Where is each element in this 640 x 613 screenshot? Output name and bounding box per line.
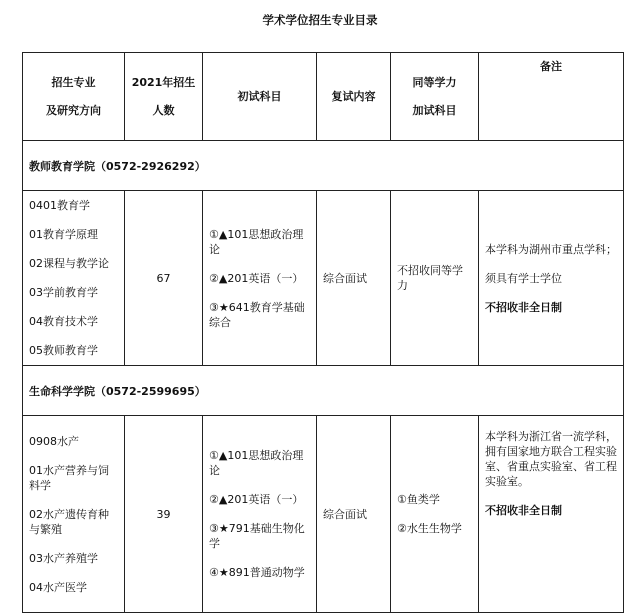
exams-item: ③★641教育学基础综合	[209, 300, 305, 329]
notes-bold: 不招收非全日制	[485, 300, 562, 314]
extra-cell	[391, 191, 479, 366]
header-retest: 复试内容	[317, 53, 391, 141]
majors-item: 02课程与教学论	[29, 257, 109, 270]
majors-item: 01教育学原理	[29, 228, 98, 241]
notes-item: 须具有学士学位	[485, 271, 562, 285]
majors-item: 02水产遗传育种与繁殖	[29, 507, 109, 536]
section-name: 教师教育学院（0572-2926292）	[23, 141, 624, 191]
exams-cell	[203, 416, 317, 613]
retest: 综合面试	[317, 191, 391, 366]
majors-item: 04水产医学	[29, 580, 87, 594]
majors-item: 01水产营养与饲料学	[29, 463, 109, 492]
extra-cell	[391, 416, 479, 613]
exams-item: ①▲101思想政治理论	[209, 449, 304, 477]
majors-item: 0908水产	[29, 434, 79, 448]
header-notes: 备注	[479, 53, 624, 141]
header-text: 同等学力	[412, 75, 457, 89]
majors-cell	[23, 191, 125, 366]
section-name: 生命科学学院（0572-2599695）	[23, 366, 624, 416]
extra-item: ②水生生物学	[397, 522, 462, 535]
section-data-row	[23, 416, 624, 613]
header-quota	[125, 53, 203, 141]
extra-item: ①鱼类学	[397, 493, 440, 506]
header-exam: 初试科目	[203, 53, 317, 141]
section-data-row	[23, 191, 624, 366]
majors-item: 03水产养殖学	[29, 551, 98, 565]
header-text: 加试科目	[412, 103, 457, 117]
majors-item: 05教师教育学	[29, 344, 98, 357]
quota: 67	[125, 191, 203, 366]
notes-item: 本学科为湖州市重点学科；	[485, 242, 617, 256]
header-row	[23, 53, 624, 141]
exams-item: ②▲201英语（一）	[209, 271, 304, 285]
majors-cell	[23, 416, 125, 613]
exams-cell	[203, 191, 317, 366]
header-text: 人数	[152, 103, 175, 117]
exams-item: ①▲101思想政治理论	[209, 227, 304, 256]
notes-cell	[479, 416, 624, 613]
exams-item: ④★891普通动物学	[209, 566, 305, 579]
majors-item: 03学前教育学	[29, 286, 98, 299]
exams-item: ②▲201英语（一）	[209, 493, 304, 506]
header-text: 及研究方向	[46, 103, 101, 117]
section-row	[23, 366, 624, 416]
extra-item: 不招收同等学力	[397, 264, 463, 292]
notes-item: 本学科为浙江省一流学科，拥有国家地方联合工程实验室、省重点实验室、省工程实验室。	[485, 430, 617, 488]
notes-bold: 不招收非全日制	[485, 504, 562, 517]
header-extra	[391, 53, 479, 141]
quota: 39	[125, 416, 203, 613]
retest: 综合面试	[317, 416, 391, 613]
header-major	[23, 53, 125, 141]
section-row	[23, 141, 624, 191]
majors-item: 0401教育学	[29, 199, 90, 212]
notes-cell	[479, 191, 624, 366]
header-text: 招生专业	[51, 75, 96, 89]
majors-item: 04教育技术学	[29, 315, 98, 328]
page-title: 学术学位招生专业目录	[262, 13, 378, 27]
exams-item: ③★791基础生物化学	[209, 522, 305, 550]
header-text: 2021年招生	[131, 75, 196, 89]
catalog-table	[22, 52, 624, 613]
